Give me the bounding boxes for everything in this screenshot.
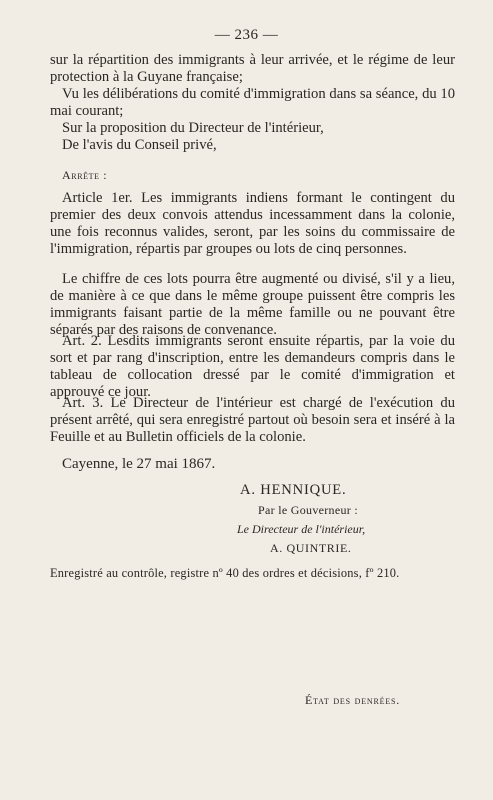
section-heading: État des denrées. xyxy=(305,693,401,707)
preamble-line: De l'avis du Conseil privé, xyxy=(62,137,217,153)
lots-paragraph xyxy=(50,271,455,339)
signature-line: Par le Gouverneur : xyxy=(258,503,359,517)
arrete-label: Arrête : xyxy=(62,168,108,182)
preamble-line: Vu les délibérations du comité d'immigration dans sa séance, du 10 mai courant; xyxy=(50,86,455,119)
signature-title: Le Directeur de l'intérieur, xyxy=(237,522,366,536)
preamble-line: Sur la proposition du Directeur de l'intérieur, xyxy=(62,120,324,136)
preamble xyxy=(50,52,455,154)
article-3-paragraph xyxy=(50,395,455,446)
paragraph-text: Art. 2. Lesdits immigrants seront ensuite répartis, par la voie du sort et par rang d'inscription, entre les demandeurs compris dans le tableau de collocation dressé par le comité d'immigration et approuvé ce jour. xyxy=(50,333,455,400)
page-number: — 236 — xyxy=(214,27,279,43)
paragraph-text: Le chiffre de ces lots pourra être augmenté ou divisé, s'il y a lieu, de manière à ce que dans le même groupe puissent être compris les immigrants faisant partie de la même famille ou ne pouvant être séparés par des raisons de convenance. xyxy=(50,271,455,338)
registration-note: Enregistré au contrôle, registre nº 40 des ordres et décisions, fº 210. xyxy=(50,566,400,580)
dateline: Cayenne, le 27 mai 1867. xyxy=(62,456,216,472)
signature-name: A. HENNIQUE. xyxy=(240,482,347,498)
article-1-paragraph xyxy=(50,190,455,258)
paragraph-text: Article 1er. Les immigrants indiens formant le contingent du premier des deux convois attendus incessamment dans la colonie, une fois reconnus valides, seront, par les soins du commissaire de l'immigration, répartis par groupes ou lots de cinq personnes. xyxy=(50,190,455,257)
preamble-line: sur la répartition des immigrants à leur arrivée, et le régime de leur protection à la Guyane française; xyxy=(50,52,455,85)
article-2-paragraph xyxy=(50,333,455,401)
signature-countersign: A. QUINTRIE. xyxy=(270,541,352,555)
paragraph-text: Art. 3. Le Directeur de l'intérieur est chargé de l'exécution du présent arrêté, qui sera enregistré partout où besoin sera et inséré à la Feuille et au Bulletin officiels de la colonie. xyxy=(50,395,455,445)
